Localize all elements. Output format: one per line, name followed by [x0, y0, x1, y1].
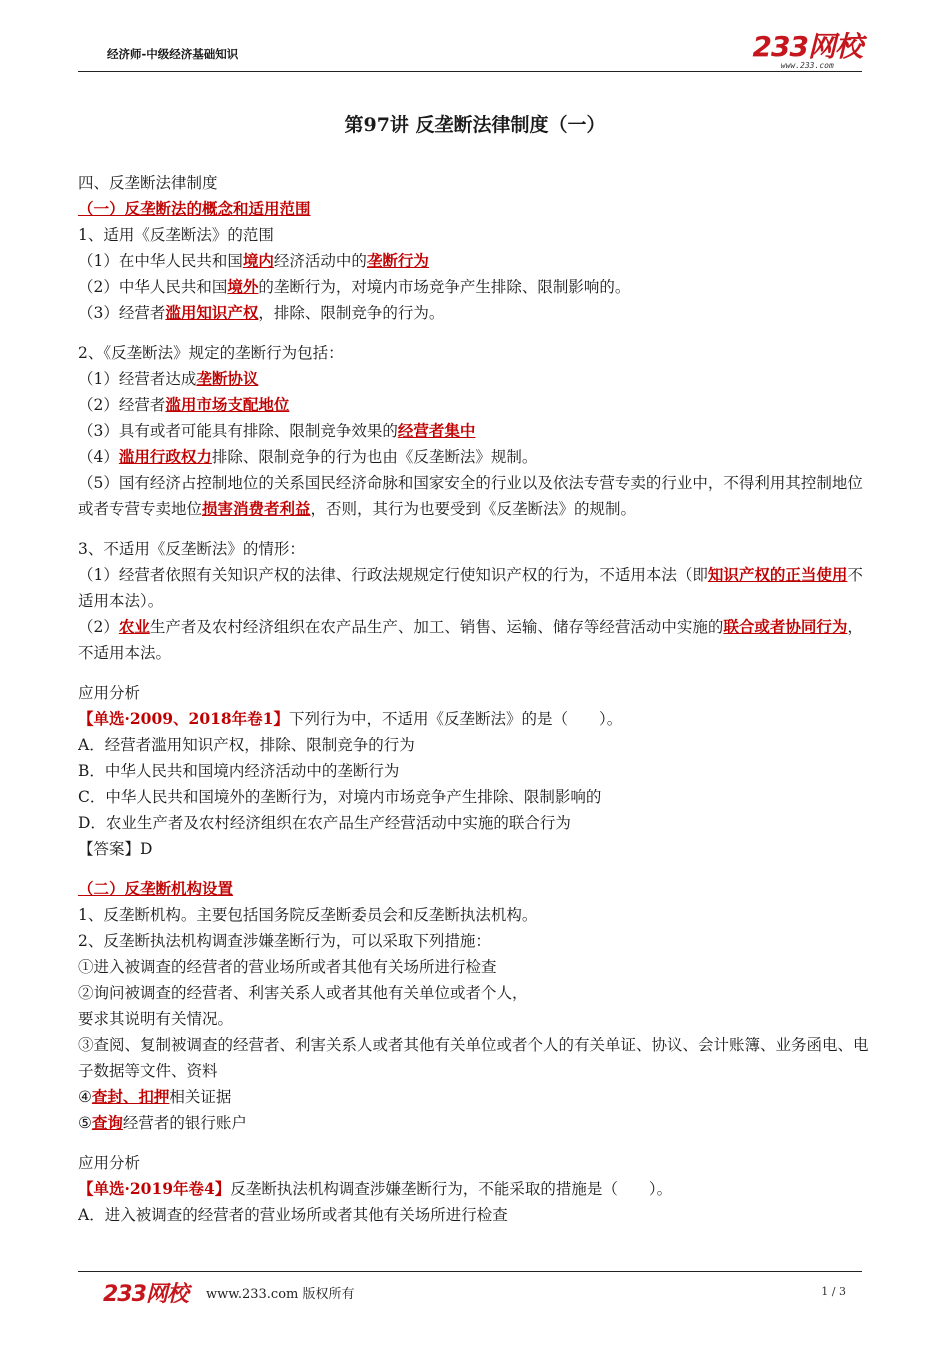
question-tag: 【单选·2009、2018年卷1】: [78, 709, 289, 728]
measure-item: ①进入被调查的经营者的营业场所或者其他有关场所进行检查: [78, 958, 497, 976]
measure-item: ②询问被调查的经营者、利害关系人或者其他有关单位或者个人，: [78, 984, 528, 1002]
keyword: 损害消费者利益: [202, 499, 311, 518]
keyword: 查封、扣押: [91, 1087, 170, 1106]
paragraph: 1、反垄断机构。主要包括国务院反垄断委员会和反垄断执法机构。: [78, 906, 538, 924]
paragraph: 2、反垄断执法机构调查涉嫌垄断行为，可以采取下列措施：: [78, 932, 491, 950]
footer-copyright: www.233.com 版权所有: [206, 1287, 355, 1302]
keyword: 滥用行政权力: [118, 447, 212, 466]
subsection-heading: （二）反垄断机构设置: [78, 879, 234, 898]
question: 【单选·2019年卷4】反垄断执法机构调查涉嫌垄断行为，不能采取的措施是（ ）。: [78, 1179, 673, 1198]
keyword: 垄断行为: [366, 251, 429, 270]
keyword: 查询: [91, 1113, 123, 1132]
paragraph: （2）中华人民共和国境外的垄断行为，对境内市场竞争产生排除、限制影响的。: [78, 277, 631, 296]
logo-text: 233网校: [752, 30, 862, 63]
paragraph: （3）具有或者可能具有排除、限制竞争效果的经营者集中: [78, 421, 476, 440]
paragraph: （1）经营者达成垄断协议: [78, 369, 259, 388]
question: 【单选·2009、2018年卷1】下列行为中，不适用《反垄断法》的是（ ）。: [78, 709, 623, 728]
paragraph: 2、《反垄断法》规定的垄断行为包括：: [78, 344, 344, 362]
brand-logo[interactable]: [752, 30, 862, 71]
paragraph: 1、适用《反垄断法》的范围: [78, 226, 274, 244]
measure-item: ⑤查询经营者的银行账户: [78, 1113, 247, 1132]
answer: 【答案】D: [78, 840, 153, 858]
keyword: 滥用知识产权: [165, 303, 259, 322]
footer-logo[interactable]: 233网校: [103, 1282, 188, 1307]
footer-divider: [78, 1271, 862, 1272]
header-divider: [78, 71, 862, 72]
option-a: A．经营者滥用知识产权，排除、限制竞争的行为: [78, 736, 415, 754]
measure-item: 要求其说明有关情况。: [78, 1010, 234, 1028]
keyword: 滥用市场支配地位: [165, 395, 290, 414]
section-heading: 四、反垄断法律制度: [78, 174, 218, 192]
paragraph: （2）经营者滥用市场支配地位: [78, 395, 290, 414]
keyword: 境外: [227, 277, 259, 296]
keyword: 垄断协议: [196, 369, 259, 388]
keyword: 农业: [118, 617, 150, 636]
measure-item: ④查封、扣押相关证据: [78, 1087, 232, 1106]
logo-url: www.233.com: [780, 61, 834, 70]
subsection-heading: （一）反垄断法的概念和适用范围: [78, 199, 311, 218]
paragraph: 3、不适用《反垄断法》的情形：: [78, 540, 305, 558]
document-body: [78, 170, 872, 1228]
header-title: 经济师-中级经济基础知识: [107, 47, 239, 61]
application-heading: 应用分析: [78, 1154, 141, 1172]
option-b: B．中华人民共和国境内经济活动中的垄断行为: [78, 762, 400, 780]
paragraph: （4）滥用行政权力排除、限制竞争的行为也由《反垄断法》规制。: [78, 447, 538, 466]
paragraph: （5）国有经济占控制地位的关系国民经济命脉和国家安全的行业以及依法专营专卖的行业中，不得利用其控制地位或者专营专卖地位损害消费者利益，否则，其行为也要受到《反垄断法》的规制。: [78, 474, 863, 518]
document-title: 第97讲 反垄断法律制度（一）: [344, 114, 606, 136]
option-c: C．中华人民共和国境外的垄断行为，对境内市场竞争产生排除、限制影响的: [78, 788, 602, 806]
keyword: 联合或者协同行为: [723, 617, 848, 636]
question-tag: 【单选·2019年卷4】: [78, 1179, 231, 1198]
measure-item: ③查阅、复制被调查的经营者、利害关系人或者其他有关单位或者个人的有关单证、协议、会计账簿、业务函电、电子数据等文件、资料: [78, 1036, 869, 1080]
paragraph: （1）经营者依照有关知识产权的法律、行政法规规定行使知识产权的行为，不适用本法（即知识产权的正当使用不适用本法）。: [78, 565, 863, 610]
paragraph: （2）农业生产者及农村经济组织在农产品生产、加工、销售、运输、储存等经营活动中实施的联合或者协同行为，不适用本法。: [78, 617, 863, 662]
option-d: D．农业生产者及农村经济组织在农产品生产经营活动中实施的联合行为: [78, 814, 571, 832]
paragraph: （3）经营者滥用知识产权，排除、限制竞争的行为。: [78, 303, 445, 322]
keyword: 经营者集中: [397, 421, 476, 440]
paragraph: （1）在中华人民共和国境内经济活动中的垄断行为: [78, 251, 429, 270]
keyword: 境内: [242, 251, 274, 270]
keyword: 知识产权的正当使用: [707, 565, 848, 584]
application-heading: 应用分析: [78, 684, 141, 702]
page-number: 1 / 3: [821, 1285, 846, 1298]
option-a: A．进入被调查的经营者的营业场所或者其他有关场所进行检查: [78, 1206, 508, 1224]
